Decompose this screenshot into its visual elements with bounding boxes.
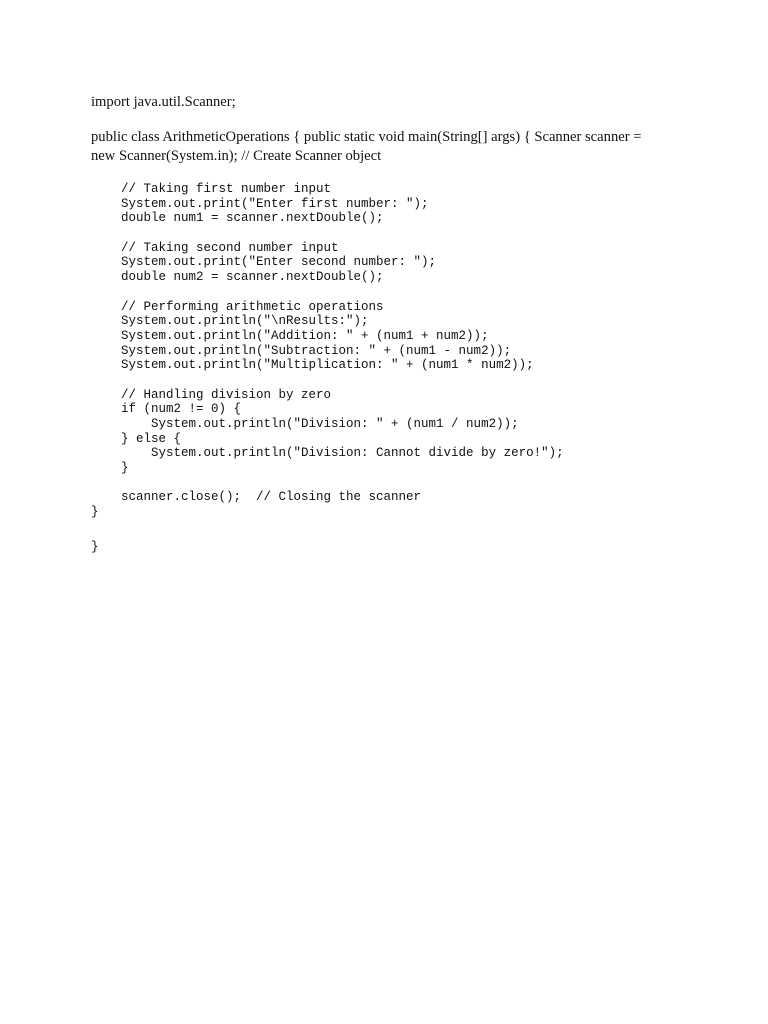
code-line: System.out.println("Division: Cannot divide by zero!");: [91, 446, 564, 461]
code-line: // Performing arithmetic operations: [91, 299, 384, 314]
code-line: // Handling division by zero: [91, 387, 332, 402]
class-declaration-line-1: public class ArithmeticOperations { public static void main(String[] args) { Scanner scanner =: [91, 129, 642, 145]
code-line: double num1 = scanner.nextDouble();: [91, 211, 384, 226]
code-line: if (num2 != 0) {: [91, 402, 242, 417]
closing-brace: }: [91, 540, 99, 554]
code-line: [91, 476, 564, 491]
import-statement: import java.util.Scanner;: [91, 94, 236, 110]
code-line: // Taking second number input: [91, 240, 339, 255]
code-line: [91, 226, 564, 241]
code-line: double num2 = scanner.nextDouble();: [91, 270, 384, 285]
code-line: [91, 285, 564, 300]
code-line: } else {: [91, 431, 182, 446]
code-line: System.out.print("Enter second number: ");: [91, 255, 437, 270]
code-line: System.out.print("Enter first number: ");: [91, 196, 429, 211]
code-line: // Taking first number input: [91, 182, 332, 196]
code-line: [91, 373, 564, 388]
code-line: System.out.println("Addition: " + (num1 + num2));: [91, 328, 489, 343]
code-line: System.out.println("\nResults:");: [91, 314, 369, 329]
class-declaration-line-2: new Scanner(System.in); // Create Scanner object: [91, 148, 382, 164]
code-line: }: [91, 505, 99, 520]
code-line: scanner.close(); // Closing the scanner: [91, 490, 422, 505]
code-line: System.out.println("Division: " + (num1 / num2));: [91, 417, 519, 431]
code-block: [91, 182, 564, 520]
code-line: System.out.println("Subtraction: " + (num1 - num2));: [91, 343, 512, 358]
code-line: }: [91, 461, 129, 476]
code-line: System.out.println("Multiplication: " + (num1 * num2));: [91, 358, 534, 373]
